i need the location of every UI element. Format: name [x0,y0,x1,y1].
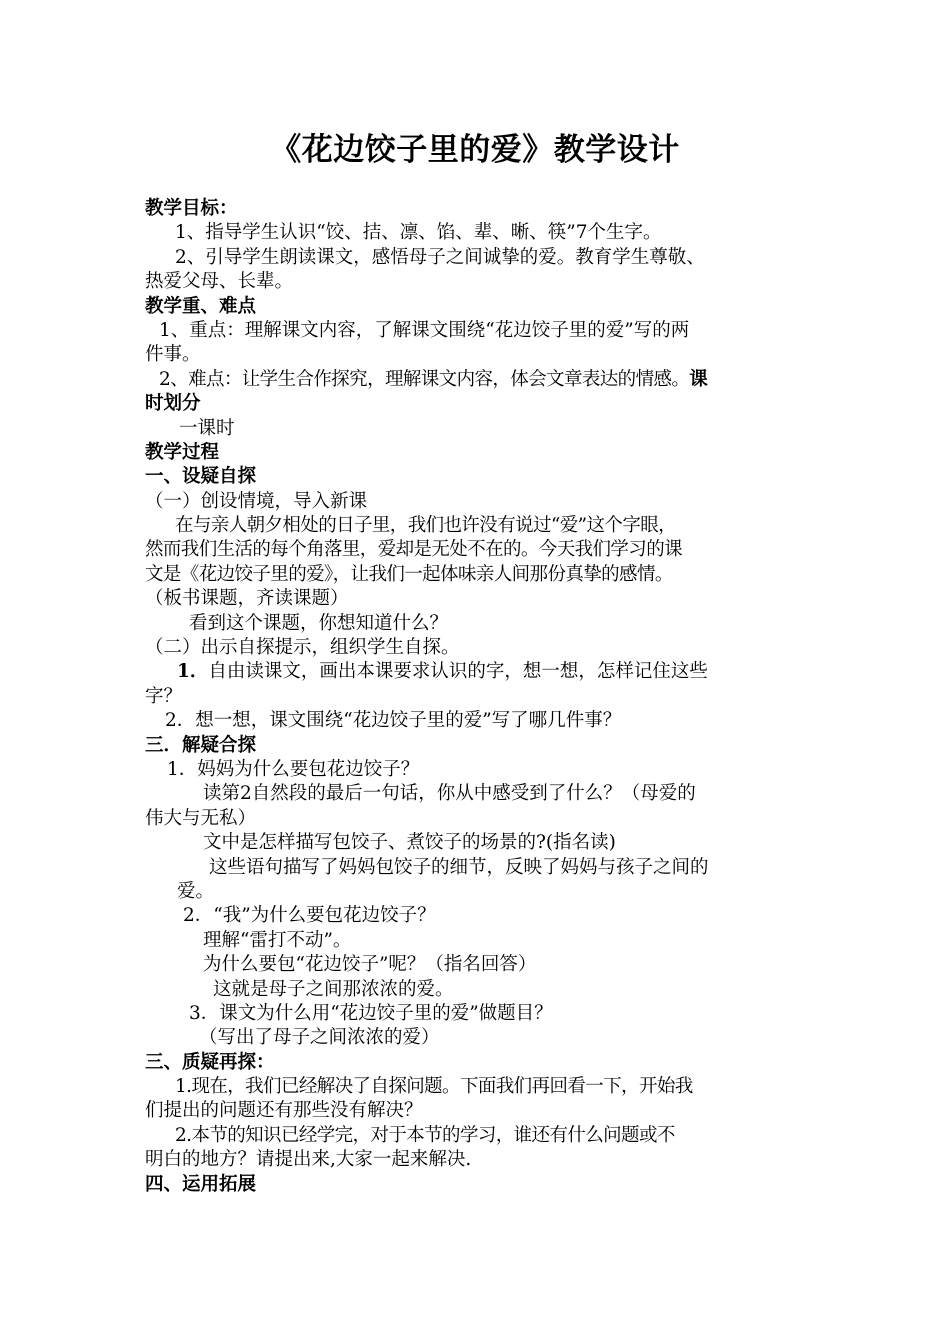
time-heading: 时划分 [145,393,201,415]
goal-item-2-continued: 热爱父母、长辈。 [145,271,294,293]
section-heading-process: 教学过程 [145,441,220,463]
step-heading-4: 四、运用拓展 [145,1173,257,1195]
section-heading-goals: 教学目标： [145,198,238,219]
key-point-2-text: 2、难点：让学生合作探究，理解课文内容，体会文章表达的情感。 [159,368,690,390]
paragraph-line: 然而我们生活的每个角落里，爱却是无处不在的。今天我们学习的课 [145,539,683,561]
step-1-sub-1: （一）创设情境，导入新课 [145,490,368,512]
paragraph-line: 在与亲人朝夕相处的日子里，我们也许没有说过“爱”这个字眼， [175,515,677,537]
paragraph-line: 们提出的问题还有那些没有解决？ [145,1100,423,1122]
paragraph-line: 明白的地方？请提出来,大家一起来解决. [145,1149,472,1171]
prompt-1 [145,660,809,684]
document-title: 《花边饺子里的爱》教学设计 [270,132,680,168]
prompt-1-number: 1． [177,661,209,683]
paragraph-line: 爱。 [177,880,215,902]
paragraph-line: 读第2自然段的最后一句话，你从中感受到了什么？（母爱的 [203,783,696,805]
paragraph-line: 看到这个课题，你想知道什么？ [189,612,449,634]
step-1-sub-2: （二）出示自探提示，组织学生自探。 [145,637,460,659]
prompt-1-text: 自由读课文，画出本课要求认识的字，想一想，怎样记住这些 [208,661,708,683]
paragraph-line: 理解“雷打不动”。 [203,929,352,951]
paragraph-line: （板书课题，齐读课题） [145,588,349,610]
time-value: 一课时 [179,417,235,439]
goal-item-2: 2、引导学生朗读课文，感悟母子之间诚挚的爱。教育学生尊敬、 [175,246,705,268]
step-heading-3: 三、质疑再探： [145,1051,275,1073]
key-point-1-continued: 件事。 [145,344,201,366]
question-2: 2．“我”为什么要包花边饺子？ [183,905,436,927]
goal-item-1: 1、指导学生认识“饺、拮、凛、馅、辈、晰、筷”7个生字。 [175,222,662,244]
paragraph-line: 2.本节的知识已经学完，对于本节的学习，谁还有什么问题或不 [175,1124,675,1146]
paragraph-line: 这就是母子之间那浓浓的爱。 [213,978,454,1000]
time-heading-start: 课 [689,368,708,390]
question-3: 3．课文为什么用“花边饺子里的爱”做题目？ [189,1002,553,1024]
step-heading-1: 一、设疑自探 [145,466,257,488]
paragraph-line: 伟大与无私） [145,807,257,829]
paragraph-line: 文中是怎样描写包饺子、煮饺子的场景的?(指名读) [203,832,616,854]
document-body [145,197,809,1197]
key-point-2 [145,368,809,392]
paragraph-line: 这些语句描写了妈妈包饺子的细节，反映了妈妈与孩子之间的 [209,856,709,878]
prompt-2: 2．想一想，课文围绕“花边饺子里的爱”写了哪几件事？ [165,710,622,732]
section-heading-key-points: 教学重、难点 [145,295,257,317]
question-1: 1．妈妈为什么要包花边饺子？ [167,758,420,780]
key-point-1: 1、重点：理解课文内容，了解课文围绕“花边饺子里的爱”写的两 [159,319,690,341]
paragraph-line: 为什么要包“花边饺子”呢？（指名回答） [203,954,537,976]
paragraph-line: 文是《花边饺子里的爱》，让我们一起体味亲人间那份真挚的感情。 [145,563,673,585]
paragraph-line: （写出了母子之间浓浓的爱） [199,1027,440,1049]
paragraph-line: 1.现在，我们已经解决了自探问题。下面我们再回看一下，开始我 [175,1076,693,1098]
prompt-1-continued: 字？ [145,685,183,707]
step-heading-2: 三．解疑合探 [145,734,257,756]
